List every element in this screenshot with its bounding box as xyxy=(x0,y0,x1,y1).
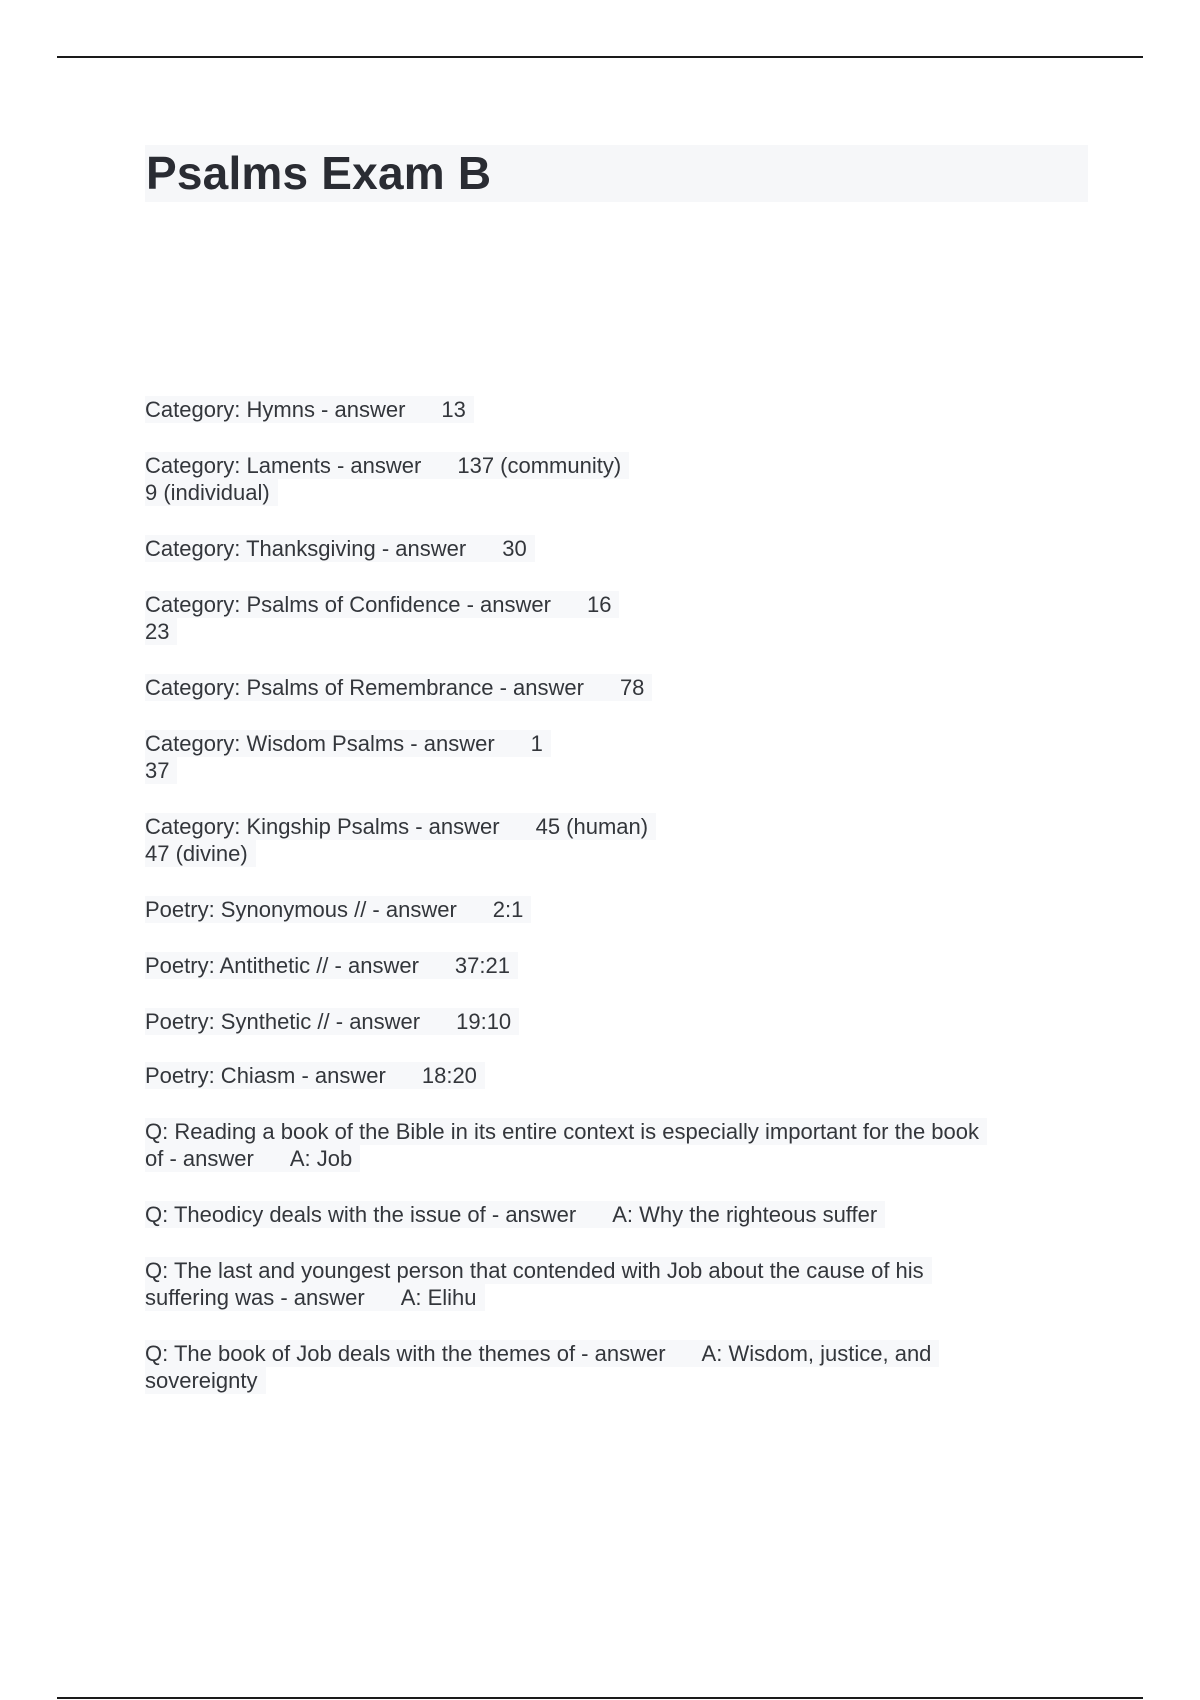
question-text: Category: Thanksgiving - answer xyxy=(145,536,467,561)
qa-item xyxy=(145,535,1095,562)
qa-item xyxy=(145,1340,1095,1394)
qa-line xyxy=(145,730,551,757)
question-text-continued: of - answer xyxy=(145,1146,254,1171)
question-text: Category: Kingship Psalms - answer xyxy=(145,814,500,839)
qa-line-continued xyxy=(145,1284,485,1311)
qa-line xyxy=(145,452,629,479)
answer-text: 18:20 xyxy=(421,1063,477,1088)
qa-line xyxy=(145,1257,932,1284)
question-text-continued: suffering was - answer xyxy=(145,1285,365,1310)
qa-item xyxy=(145,1062,1095,1089)
qa-item xyxy=(145,591,1095,645)
qa-line xyxy=(145,1008,519,1035)
answer-text: 78 xyxy=(619,675,645,700)
qa-item xyxy=(145,896,1095,923)
answer-text: 2:1 xyxy=(492,897,524,922)
qa-item xyxy=(145,813,1095,867)
answer-text: 19:10 xyxy=(456,1009,512,1034)
answer-text-continued: sovereignty xyxy=(145,1368,258,1393)
qa-line xyxy=(145,1201,885,1228)
qa-item xyxy=(145,1201,1095,1228)
qa-line xyxy=(145,813,656,840)
answer-text-continued: 23 xyxy=(145,619,170,644)
answer-text: 30 xyxy=(502,536,527,561)
question-text: Category: Hymns - answer xyxy=(145,397,406,422)
qa-line-continued xyxy=(145,618,177,645)
answer-text-continued: 47 (divine) xyxy=(145,841,248,866)
answer-text: 1 xyxy=(530,731,543,756)
answer-text-continued: 37 xyxy=(145,758,170,783)
qa-item xyxy=(145,952,1095,979)
answer-text: A: Why the righteous suffer xyxy=(612,1202,878,1227)
question-text: Q: The book of Job deals with the themes of - answer xyxy=(145,1341,666,1366)
question-text: Poetry: Synonymous // - answer xyxy=(145,897,457,922)
question-text: Q: Reading a book of the Bible in its entire context is especially important for the book xyxy=(145,1119,980,1144)
question-text: Poetry: Synthetic // - answer xyxy=(145,1009,421,1034)
bottom-rule xyxy=(57,1697,1143,1699)
qa-line xyxy=(145,535,535,562)
answer-text: 45 (human) xyxy=(535,814,649,839)
qa-line xyxy=(145,1340,939,1367)
qa-line xyxy=(145,1118,987,1145)
qa-line-continued xyxy=(145,1367,266,1394)
question-text: Category: Psalms of Confidence - answer xyxy=(145,592,551,617)
qa-line xyxy=(145,591,619,618)
qa-line-continued xyxy=(145,1145,360,1172)
qa-line-continued xyxy=(145,479,278,506)
answer-text: A: Job xyxy=(289,1146,353,1171)
question-text: Poetry: Chiasm - answer xyxy=(145,1063,386,1088)
qa-line xyxy=(145,1062,485,1089)
question-text: Category: Wisdom Psalms - answer xyxy=(145,731,495,756)
question-text: Poetry: Antithetic // - answer xyxy=(145,953,419,978)
top-rule xyxy=(57,56,1143,58)
qa-line-continued xyxy=(145,757,177,784)
qa-item xyxy=(145,730,1095,784)
qa-item xyxy=(145,674,1095,701)
answer-text: 13 xyxy=(441,397,466,422)
answer-text-continued: 9 (individual) xyxy=(145,480,270,505)
question-text: Category: Laments - answer xyxy=(145,453,422,478)
qa-line-continued xyxy=(145,840,256,867)
answer-text: A: Wisdom, justice, and xyxy=(701,1341,932,1366)
qa-line xyxy=(145,896,531,923)
qa-item xyxy=(145,1118,1095,1172)
answer-text: 137 (community) xyxy=(457,453,622,478)
page-title: Psalms Exam B xyxy=(146,147,492,199)
question-text: Q: Theodicy deals with the issue of - answer xyxy=(145,1202,577,1227)
qa-item xyxy=(145,396,1095,423)
qa-line xyxy=(145,674,652,701)
qa-item xyxy=(145,452,1095,506)
qa-line xyxy=(145,952,518,979)
qa-item xyxy=(145,1257,1095,1311)
qa-item xyxy=(145,1008,1095,1035)
answer-text: 16 xyxy=(586,592,612,617)
question-text: Q: The last and youngest person that contended with Job about the cause of his xyxy=(145,1258,924,1283)
answer-text: 37:21 xyxy=(454,953,510,978)
answer-text: A: Elihu xyxy=(400,1285,477,1310)
qa-line xyxy=(145,396,474,423)
qa-list xyxy=(145,396,1095,1394)
question-text: Category: Psalms of Remembrance - answer xyxy=(145,675,584,700)
